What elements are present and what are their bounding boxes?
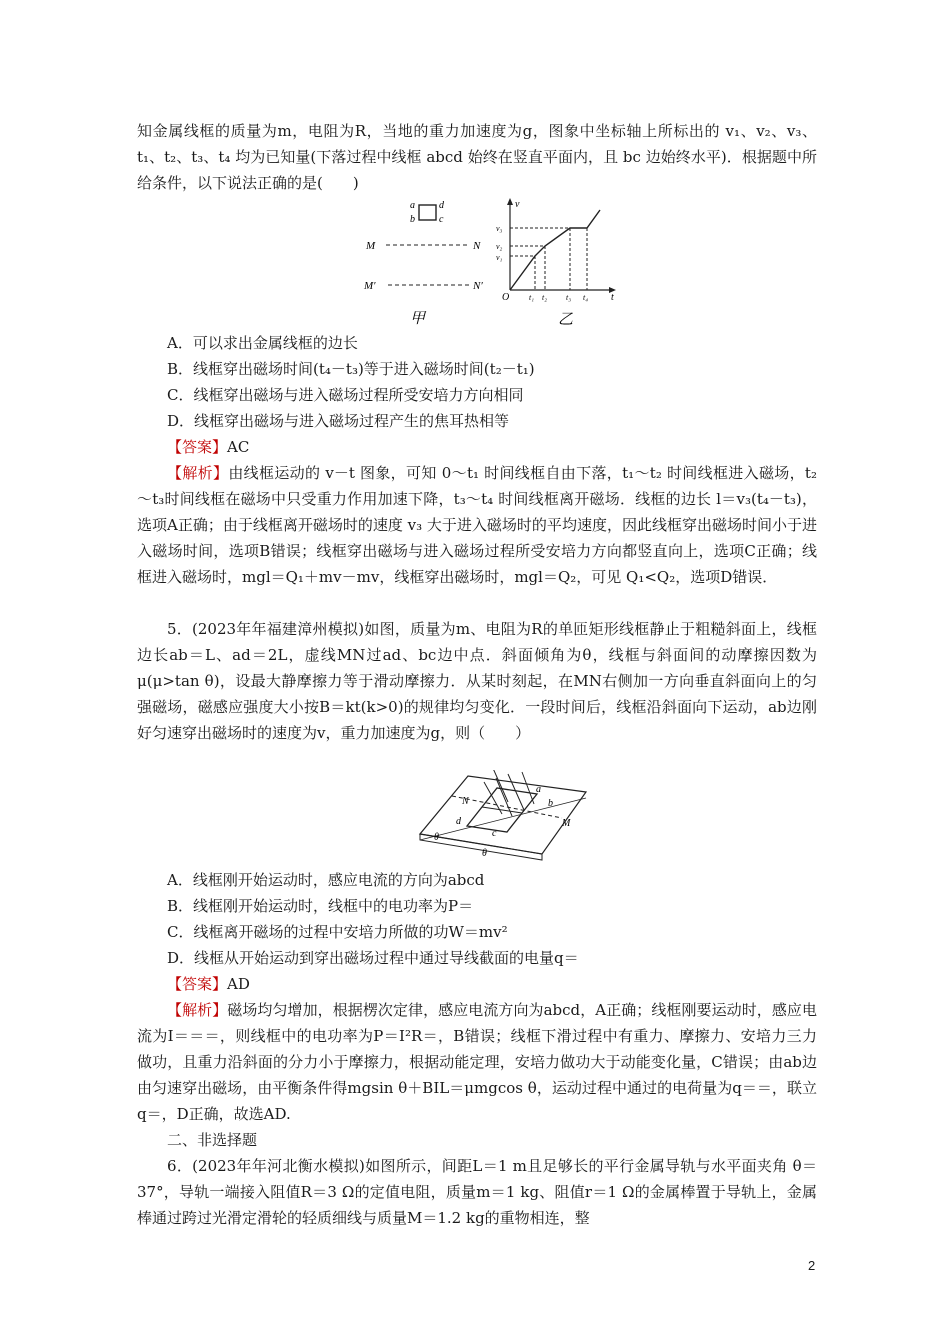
caption-jia: 甲 <box>410 311 426 326</box>
label-c: c <box>439 214 444 225</box>
q4-answer-line <box>137 434 817 460</box>
label-c-q5: c <box>492 828 497 839</box>
label-d: d <box>439 200 444 211</box>
q6-stem: 6．(2023年年河北衡水模拟)如图所示，间距L＝1 m且足够长的平行金属导轨与水平面夹角 θ＝37°，导轨一端接入阻值R＝3 Ω的定值电阻，质量m＝1 kg、阻值r＝1 Ω的金属棒置于导轨上，金属棒通过跨过光滑定滑轮的轻质细线与质量M＝1.2 kg的重物相连，整 <box>137 1157 817 1227</box>
q5-answer-tag: 【答案】 <box>167 975 228 993</box>
label-M2: M′ <box>364 280 376 292</box>
page-number: 2 <box>808 1258 816 1273</box>
tick-v1: v₁ <box>496 253 503 262</box>
q4-analysis <box>137 460 817 590</box>
q5-option-a: A．线框刚开始运动时，感应电流的方向为abcd <box>167 871 485 889</box>
label-b-q5: b <box>548 798 553 809</box>
q5-option-d: D．线框从开始运动到穿出磁场过程中通过导线截面的电量q＝ <box>167 949 579 967</box>
q4-stem: 知金属线框的质量为m，电阻为R，当地的重力加速度为g，图象中坐标轴上所标出的 v₁、v₂、v₃、t₁、t₂、t₃、t₄ 均为已知量(下落过程中线框 abcd 始终在竖直平面内，且 bc 边始终水平)．根据题中所给条件，以下说法正确的是( ) <box>137 122 817 192</box>
v-axis-arrow <box>507 198 513 205</box>
q5-option-c: C．线框离开磁场的过程中安培力所做的功W＝mv² <box>167 923 508 941</box>
caption-yi: 乙 <box>558 312 574 328</box>
section-title: 二、非选择题 <box>167 1131 258 1149</box>
label-a: a <box>410 200 415 211</box>
figure-jia <box>360 196 500 326</box>
q4-analysis-text: 由线框运动的 v－t 图象，可知 0～t₁ 时间线框自由下落，t₁～t₂ 时间线框进入磁场，t₂～t₃时间线框在磁场中只受重力作用加速下降，t₃～t₄ 时间线框离开磁场．线框的边长 l＝v₃(t₄－t₃)，选项A正确；由于线框离开磁场时的速度 v₃ 大于进入磁场时的平均速度，因此线框穿出磁场时间小于进入磁场时间，选项B错误；线框穿出磁场与进入磁场过程所受安培力方向都竖直向上，选项C正确；线框进入磁场时，mgl＝Q₁＋mv－mv，线框穿出磁场时，mgl＝Q₂，可见 Q₁<Q₂，选项D错误． <box>137 464 817 586</box>
label-t: t <box>611 292 614 303</box>
coil-mid <box>482 807 522 813</box>
tick-t4: t₄ <box>583 293 589 302</box>
q5-analysis-text: 磁场均匀增加，根据楞次定律，感应电流方向为abcd，A正确；线框刚要运动时，感应电流为I＝＝＝，则线框中的电功率为P＝I²R＝，B错误；线框下滑过程中有重力、摩擦力、安培力三力做功，且重力沿斜面的分力小于摩擦力，根据动能定理，安培力做功大于动能变化量，C错误；由ab边由匀速穿出磁场，由平衡条件得mgsin θ＋BIL＝μmgcos θ，运动过程中通过的电荷量为q＝＝，联立q＝，D正确，故选AD. <box>137 1001 817 1123</box>
q5-option-b: B．线框刚开始运动时，线框中的电功率为P＝ <box>167 897 474 915</box>
label-M: M <box>366 240 376 252</box>
incline-surface <box>420 776 586 854</box>
label-N2: N′ <box>473 280 483 292</box>
tick-t2: t₂ <box>542 293 548 302</box>
label-N-q5: N <box>462 796 469 807</box>
q4-answer-tag: 【答案】 <box>167 438 228 456</box>
q4-analysis-tag: 【解析】 <box>167 464 229 482</box>
coil-square <box>419 205 436 220</box>
q4-option-d: D．线框穿出磁场与进入磁场过程产生的焦耳热相等 <box>167 412 510 430</box>
tick-t1: t₁ <box>529 293 535 302</box>
q5-answer-line <box>137 971 817 997</box>
tick-t3: t₃ <box>566 293 572 302</box>
label-N: N <box>473 240 481 252</box>
q4-option-a: A．可以求出金属线框的边长 <box>167 334 358 352</box>
tick-v3: v₃ <box>496 224 503 233</box>
q5-stem: 5．(2023年年福建漳州模拟)如图，质量为m、电阻为R的单匝矩形线框静止于粗糙斜面上，线框边长ab＝L、ad＝2L，虚线MN过ad、bc边中点．斜面倾角为θ，线框与斜面间的动摩擦因数为μ(μ>tan θ)，设最大静摩擦力等于滑动摩擦力．从某时刻起，在MN右侧加一方向垂直斜面向上的匀强磁场，磁感应强度大小按B＝kt(k>0)的规律均匀变化．一段时间后，线框沿斜面向下运动，ab边刚好匀速穿出磁场时的速度为v，重力加速度为g，则（ ） <box>137 620 818 742</box>
label-theta1: θ <box>434 832 439 843</box>
q5-analysis <box>137 997 817 1127</box>
q5-analysis-tag: 【解析】 <box>167 1001 228 1019</box>
label-b: b <box>410 214 415 225</box>
q4-option-c: C．线框穿出磁场与进入磁场过程所受安培力方向相同 <box>167 386 524 404</box>
label-theta2: θ <box>482 848 487 859</box>
tick-v2: v₂ <box>496 242 503 251</box>
label-a-q5: a <box>536 784 541 795</box>
q5-answer: AD <box>227 975 250 993</box>
q4-answer: AC <box>227 438 250 456</box>
figure-yi <box>494 196 624 328</box>
label-M-q5: M <box>562 818 571 829</box>
label-v: v <box>515 199 520 210</box>
label-O: O <box>502 292 510 303</box>
label-d-q5: d <box>456 816 461 827</box>
figure-q5-incline <box>412 770 592 865</box>
q4-option-b: B．线框穿出磁场时间(t₄－t₃)等于进入磁场时间(t₂－t₁) <box>167 360 535 378</box>
